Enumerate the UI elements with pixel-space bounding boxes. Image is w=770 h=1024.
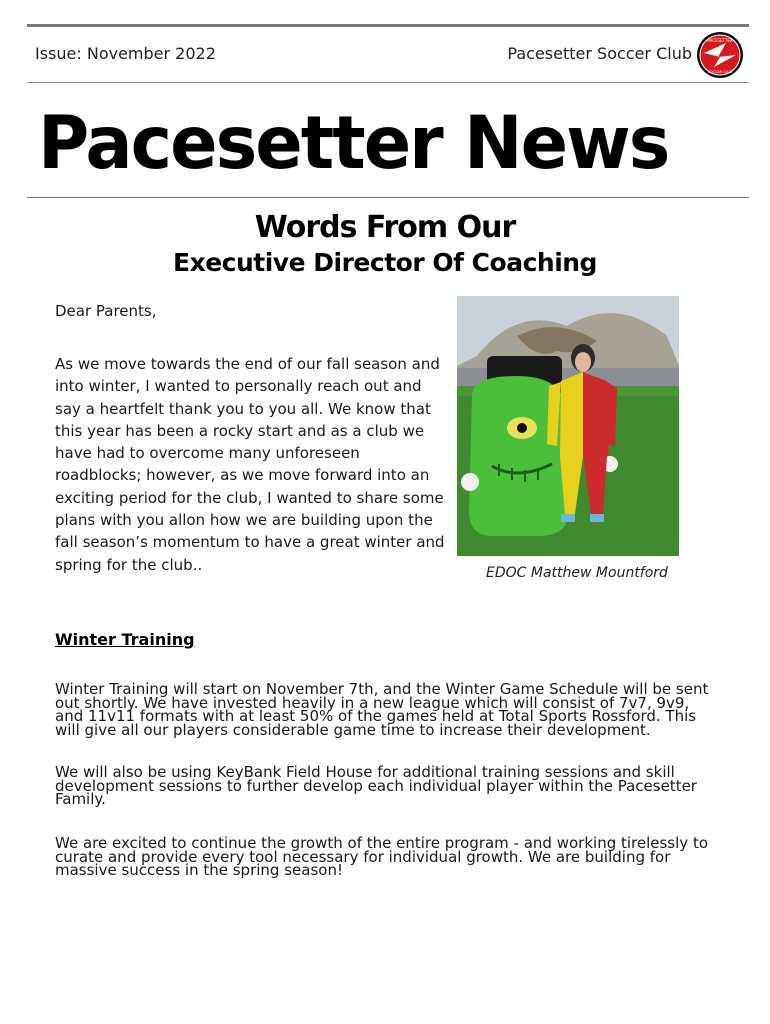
salutation: Dear Parents, — [55, 302, 157, 320]
header-rule — [27, 82, 749, 83]
photo-caption: EDOC Matthew Mountford — [486, 565, 668, 581]
masthead-title: Pacesetter News — [38, 100, 669, 186]
photo-illustration — [457, 296, 679, 556]
winter-paragraph-2: We will also be using KeyBank Field House for additional training sessions and skill development sessions to further develop each individual player within the Pacesetter Family. — [55, 763, 697, 808]
section-title-winter-training: Winter Training — [55, 630, 195, 649]
winter-paragraph-3: We are excited to continue the growth of the entire program - and working tirelessly to curate and provide every tool necessary for individual growth. We are building for massive success in the spring season! — [55, 834, 708, 879]
issue-date: Issue: November 2022 — [35, 44, 216, 63]
masthead-rule — [27, 197, 749, 198]
top-rule — [27, 24, 749, 27]
club-logo — [696, 31, 744, 79]
edoc-photo — [457, 296, 679, 556]
winter-paragraph-1: Winter Training will start on November 7th, and the Winter Game Schedule will be sent out shortly. We have invested heavily in a new league which will consist of 7v7, 9v9, and 11v11 formats with at least 50% of the games held at Total Sports Rossford. This will give all our players considerable game time to increase their development. — [55, 680, 709, 739]
article-heading-line1: Words From Our — [254, 210, 516, 245]
logo-bottom-text: SOCCER CLUB — [707, 70, 733, 74]
club-name: Pacesetter Soccer Club — [507, 44, 692, 63]
intro-paragraph: As we move towards the end of our fall season and into winter, I wanted to personally reach out and say a heartfelt thank you to you all. We know that this year has been a rocky start and as a club we have had to overcome many unforeseen roadblocks; however, as we move forward into an exciting period for the club, I wanted to share some plans with you allon how we are building upon the fall season’s momentum to have a great winter and spring for the club.. — [55, 355, 445, 574]
article-heading-line2: Executive Director Of Coaching — [173, 248, 597, 277]
logo-top-text: PACESETTER — [707, 38, 733, 43]
